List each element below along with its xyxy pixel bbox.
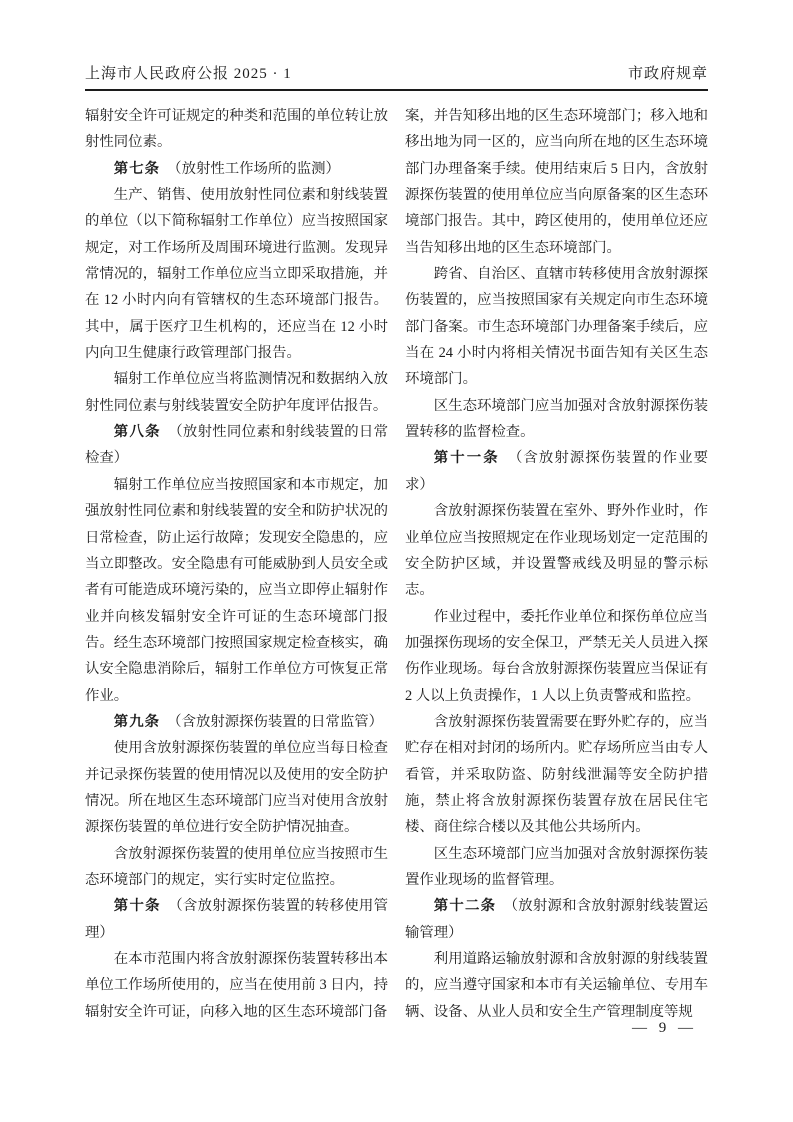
article-heading xyxy=(85,893,388,946)
article-heading xyxy=(85,156,388,182)
article-number: 第十条 xyxy=(113,898,161,915)
body-paragraph xyxy=(405,103,708,261)
paragraph-text: 含放射源探伤装置的使用单位应当按照市生态环境部门的规定，实行实时定位监控。 xyxy=(85,845,388,888)
paragraph-text: 辐射工作单位应当按照国家和本市规定，加强放射性同位素和射线装置的安全和防护状况的日常检查，防止运行故障；发现安全隐患的，应当立即整改。安全隐患有可能威胁到人员安全或者有可能造成环境污染的，应当立即停止辐射作业并向核发辐射安全许可证的生态环境部门报告。经生态环境部门按照国家规定检查核实，确认安全隐患消除后，辐射工作单位方可恢复正常作业。 xyxy=(85,476,388,704)
article-number: 第十一条 xyxy=(433,450,500,467)
paragraph-text: 使用含放射源探伤装置的单位应当每日检查并记录探伤装置的使用情况以及使用的安全防护情况。所在地区生态环境部门应当对使用含放射源探伤装置的单位进行安全防护情况抽查。 xyxy=(85,740,388,836)
paragraph-text: 含放射源探伤装置在室外、野外作业时，作业单位应当按照规定在作业现场划定一定范围的安全防护区域，并设置警戒线及明显的警示标志。 xyxy=(405,503,708,599)
paragraph-text: 跨省、自治区、直辖市转移使用含放射源探伤装置的，应当按照国家有关规定向市生态环境部门备案。市生态环境部门办理备案手续后，应当在 24 小时内将相关情况书面告知有关区生态环境部门。 xyxy=(405,266,708,388)
page-header xyxy=(85,62,708,83)
article-number: 第八条 xyxy=(113,424,161,441)
body-paragraph xyxy=(405,841,708,894)
section-title: 市政府规章 xyxy=(627,66,708,82)
body-paragraph xyxy=(405,709,708,841)
article-heading xyxy=(405,893,708,946)
paragraph-text: （含放射源探伤装置的转移使用管理） xyxy=(85,898,388,941)
body-paragraph xyxy=(85,472,388,709)
paragraph-text: （含放射源探伤装置的作业要求） xyxy=(405,450,708,493)
paragraph-text: 辐射工作单位应当将监测情况和数据纳入放射性同位素与射线装置安全防护年度评估报告。 xyxy=(85,371,388,414)
paragraph-text: 辐射安全许可证规定的种类和范围的单位转让放射性同位素。 xyxy=(85,108,388,151)
article-number: 第七条 xyxy=(113,160,160,177)
article-heading xyxy=(85,709,388,735)
article-heading xyxy=(85,419,388,472)
paragraph-text: 生产、销售、使用放射性同位素和射线装置的单位（以下简称辐射工作单位）应当按照国家规定，对工作场所及周围环境进行监测。发现异常情况的，辐射工作单位应当立即采取措施，并在 12 小时内向有管辖权的生态环境部门报告。其中，属于医疗卫生机构的，还应当在 12 小时内向卫生健康行政管理部门报告。 xyxy=(85,187,388,362)
gazette-title: 上海市人民政府公报 2025 · 1 xyxy=(85,66,292,82)
article-heading xyxy=(405,445,708,498)
paragraph-text: （放射性工作场所的监测） xyxy=(159,160,340,177)
body-paragraph xyxy=(85,841,388,894)
paragraph-text: 含放射源探伤装置需要在野外贮存的，应当贮存在相对封闭的场所内。贮存场所应当由专人看管，并采取防盗、防射线泄漏等安全防护措施，禁止将含放射源探伤装置存放在居民住宅楼、商住综合楼以及其他公共场所内。 xyxy=(405,713,708,836)
document-body xyxy=(85,103,709,1025)
page-number: — 9 — xyxy=(632,1020,697,1036)
paragraph-text: （含放射源探伤装置的日常监管） xyxy=(159,713,384,730)
body-paragraph xyxy=(85,735,388,840)
paragraph-text: 在本市范围内将含放射源探伤装置转移出本单位工作场所使用的，应当在使用前 3 日内，持辐射安全许可证，向移入地的区生态环境部门备 xyxy=(85,951,388,1020)
body-paragraph xyxy=(85,366,388,419)
body-paragraph xyxy=(405,498,708,603)
body-paragraph xyxy=(85,182,388,366)
header-rule xyxy=(85,89,708,91)
body-paragraph xyxy=(405,604,708,709)
paragraph-text: 区生态环境部门应当加强对含放射源探伤装置转移的监督检查。 xyxy=(405,397,708,441)
left-column xyxy=(85,103,388,1025)
paragraph-text: 作业过程中，委托作业单位和探伤单位应当加强探伤现场的安全保卫，严禁无关人员进入探伤作业现场。每台含放射源探伤装置应当保证有 2 人以上负责操作，1 人以上负责警戒和监控。 xyxy=(405,608,708,704)
paragraph-text: 区生态环境部门应当加强对含放射源探伤装置作业现场的监督管理。 xyxy=(405,845,708,888)
paragraph-text: （放射性同位素和射线装置的日常检查） xyxy=(85,424,388,467)
right-column xyxy=(405,103,708,1025)
article-number: 第十二条 xyxy=(433,898,497,915)
body-paragraph xyxy=(85,103,388,156)
paragraph-text: 案，并告知移出地的区生态环境部门；移入地和移出地为同一区的，应当向所在地的区生态环境部门办理备案手续。使用结束后 5 日内，含放射源探伤装置的使用单位应当向原备案的区生态环境部门报告。其中，跨区使用的，使用单位还应当告知移出地的区生态环境部门。 xyxy=(405,108,708,256)
body-paragraph xyxy=(405,261,708,393)
body-paragraph xyxy=(405,393,708,446)
paragraph-text: 利用道路运输放射源和含放射源的射线装置的，应当遵守国家和本市有关运输单位、专用车辆、设备、从业人员和安全生产管理制度等规 xyxy=(405,951,708,1020)
body-paragraph xyxy=(405,946,708,1025)
article-number: 第九条 xyxy=(113,713,160,730)
paragraph-text: （放射源和含放射源射线装置运输管理） xyxy=(405,898,708,941)
body-paragraph xyxy=(85,946,388,1025)
